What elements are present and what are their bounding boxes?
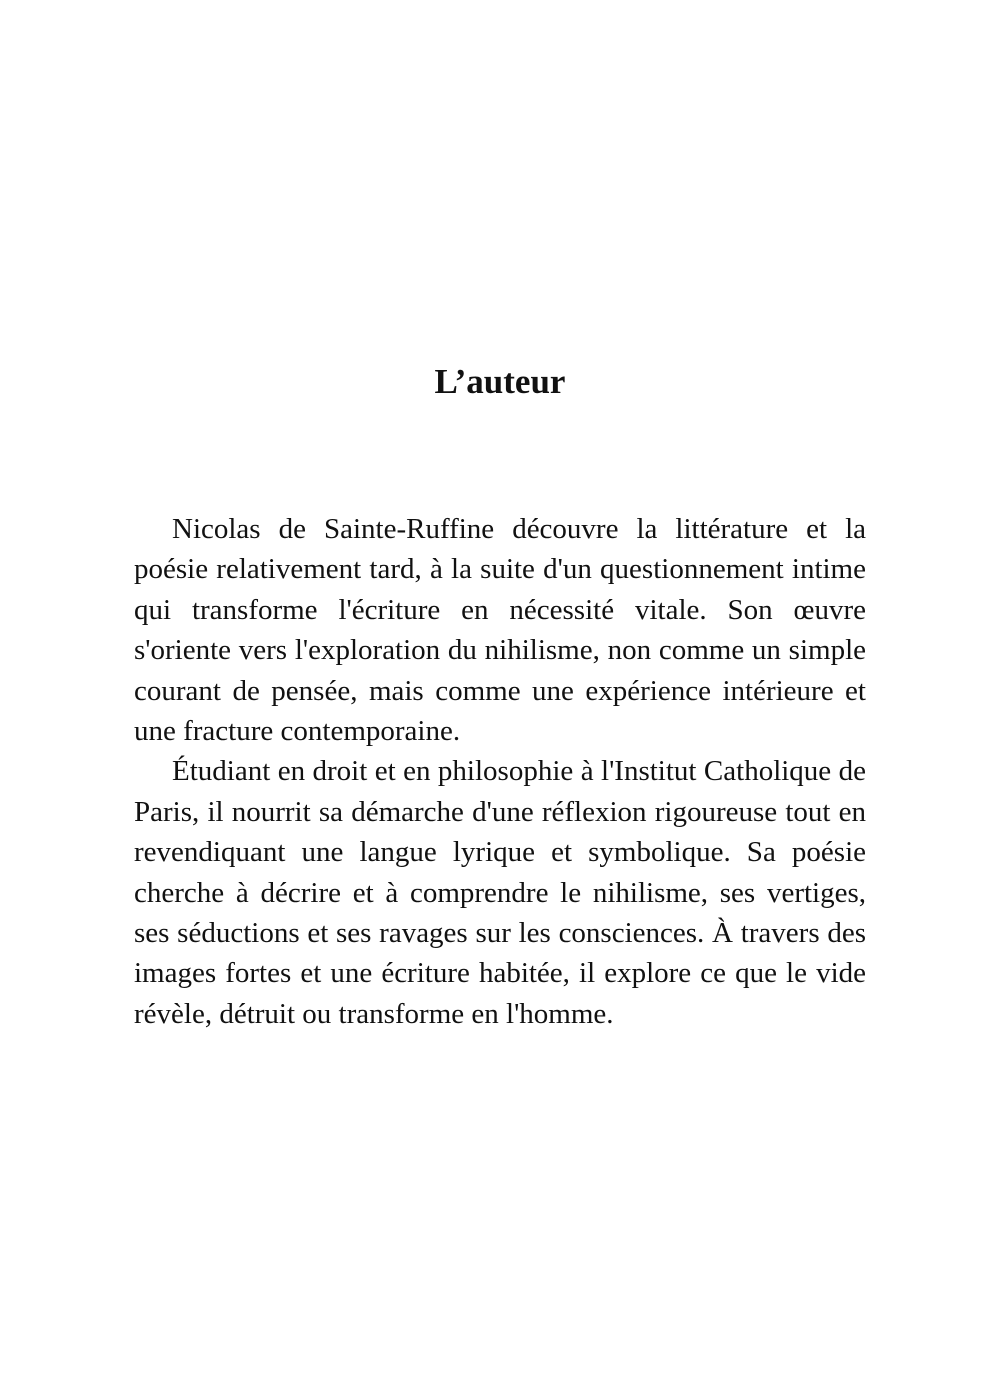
- author-bio: [134, 509, 866, 1034]
- page-title: L’auteur: [434, 362, 566, 401]
- bio-paragraph-1: Nicolas de Sainte-Ruffine découvre la littérature et la poésie relativement tard, à la suite d'un questionnement intime qui transforme l'écriture en nécessité vitale. Son œuvre s'oriente vers l'exploration du nihilisme, non comme un simple courant de pensée, mais comme une expérience intérieure et une fracture contemporaine.: [134, 513, 866, 748]
- bio-paragraph-2: Étudiant en droit et en philosophie à l'Institut Catholique de Paris, il nourrit sa démarche d'une réflexion rigoureuse tout en revendiquant une langue lyrique et symbolique. Sa poésie cherche à décrire et à comprendre le nihilisme, ses vertiges, ses séductions et ses ravages sur les consciences. À travers des images fortes et une écriture habitée, il explore ce que le vide révèle, détruit ou transforme en l'homme.: [134, 755, 866, 1030]
